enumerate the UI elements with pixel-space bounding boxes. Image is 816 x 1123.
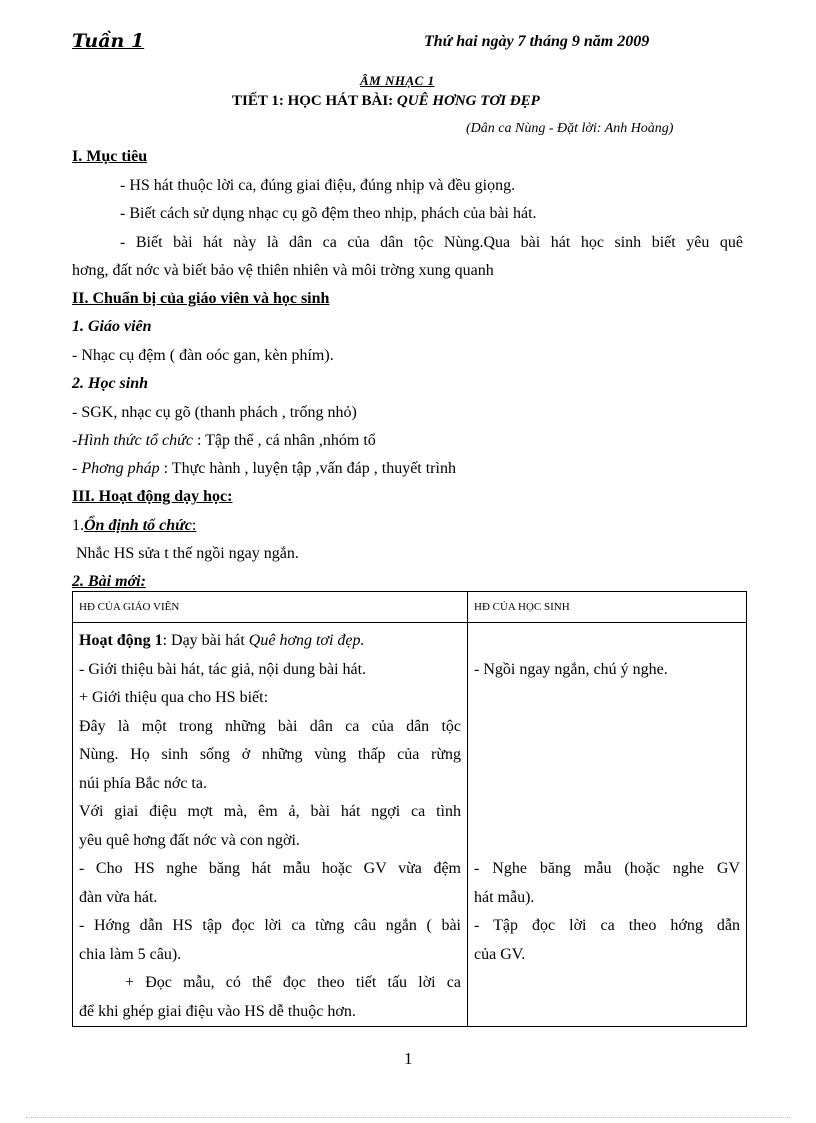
teacher-item: - Nhạc cụ đệm ( đàn oóc gan, kèn phím).	[72, 347, 334, 364]
lesson-date: Thứ hai ngày 7 tháng 9 năm 2009	[424, 33, 650, 50]
lesson-prefix: TIẾT 1: HỌC HÁT BÀI:	[232, 93, 397, 109]
teacher-line: để khi ghép giai điệu vào HS dễ thuộc hơn.	[79, 1002, 356, 1020]
activities-heading: III. Hoạt động dạy học:	[72, 488, 233, 505]
organization-form-value: : Tập thể , cá nhân ,nhóm tổ	[192, 432, 376, 449]
subject-title: ÂM NHẠC 1	[360, 73, 435, 88]
teacher-column-header: HĐ CỦA GIÁO VIÊN	[73, 592, 468, 623]
teacher-line: chia làm 5 câu).	[79, 945, 182, 963]
organization-heading	[72, 517, 196, 535]
teacher-line: - Hớng dẫn HS tập đọc lời ca từng câu ngắn ( bài	[79, 917, 461, 934]
organization-prefix: 1.	[72, 517, 84, 534]
organization-form-label: -Hình thức tổ chức	[72, 432, 193, 449]
page-bottom-divider	[26, 1117, 790, 1118]
teacher-line: + Đọc mẫu, có thể đọc theo tiết tấu lời ca	[125, 974, 461, 991]
page-number: 1	[404, 1049, 413, 1068]
student-line	[474, 713, 740, 742]
teaching-method	[72, 460, 456, 478]
student-line: của GV.	[474, 945, 526, 963]
student-line	[474, 627, 740, 656]
student-heading: 2. Học sinh	[72, 375, 149, 392]
student-line	[474, 798, 740, 827]
teacher-heading: 1. Giáo viên	[72, 318, 152, 335]
objective-item-cont: hơng, đất nớc và biết bảo vệ thiên nhiên và môi trờng xung quanh	[72, 262, 494, 279]
teacher-line: Đây là một trong những bài dân ca của dân tộc	[79, 717, 461, 735]
teacher-line: - Cho HS nghe băng hát mẫu hoặc GV vừa đệm	[79, 860, 461, 877]
teacher-line: yêu quê hơng đất nớc và con ngời.	[79, 831, 300, 849]
objective-item: - Biết cách sử dụng nhạc cụ gõ đệm theo nhịp, phách của bài hát.	[120, 205, 537, 222]
teacher-line: núi phía Bắc nớc ta.	[79, 774, 207, 792]
teacher-line: đàn vừa hát.	[79, 888, 158, 906]
student-item: - SGK, nhạc cụ gõ (thanh phách , trống nhỏ)	[72, 404, 357, 421]
week-label: Tuần 1	[72, 30, 145, 52]
student-line	[474, 684, 740, 713]
activity-label: Hoạt động 1	[79, 632, 163, 649]
prep-heading: II. Chuẩn bị của giáo viên và học sinh	[72, 290, 330, 307]
objectives-heading: I. Mục tiêu	[72, 148, 148, 165]
teacher-line: + Giới thiệu qua cho HS biết:	[79, 689, 269, 706]
student-line: hát mẫu).	[474, 888, 535, 906]
activity-song: Quê hơng tơi đẹp.	[248, 632, 365, 649]
song-title: QUÊ HƠNG TƠI ĐẸP	[396, 93, 540, 109]
organization-colon: :	[191, 517, 197, 534]
teacher-activities-cell	[73, 623, 468, 1027]
teacher-line: Với giai điệu mợt mà, êm ả, bài hát ngợi ca tình	[79, 803, 461, 820]
song-credit: (Dân ca Nùng - Đặt lời: Anh Hoàng)	[466, 121, 674, 136]
organization-item: Nhắc HS sửa t thế ngồi ngay ngắn.	[76, 545, 299, 562]
student-line: - Nghe băng mẫu (hoặc nghe GV	[474, 860, 740, 877]
lesson-title	[232, 93, 540, 110]
objective-item: - Biết bài hát này là dân ca của dân tộc Nùng.Qua bài hát học sinh biết yêu quê	[120, 234, 743, 251]
table-row	[73, 623, 747, 1027]
teacher-line: - Giới thiệu bài hát, tác giả, nội dung bài hát.	[79, 660, 367, 678]
teacher-line: Nùng. Họ sinh sống ở những vùng thấp của rừng	[79, 746, 461, 763]
new-lesson-heading: 2. Bài mới:	[72, 573, 146, 590]
organization-form	[72, 432, 376, 450]
teaching-method-value: : Thực hành , luyện tập ,vấn đáp , thuyết trình	[159, 460, 456, 477]
student-line: - Tập đọc lời ca theo hớng dẫn	[474, 917, 740, 934]
activity-title	[79, 627, 461, 656]
student-line	[474, 741, 740, 770]
organization-title: Ổn định tổ chức	[84, 517, 192, 534]
teaching-method-label: - Phơng pháp	[72, 460, 160, 477]
student-activities-cell	[468, 623, 747, 1027]
student-line: - Ngồi ngay ngắn, chú ý nghe.	[474, 660, 668, 678]
activity-table	[72, 591, 747, 1027]
student-line	[474, 827, 740, 856]
activity-rest: : Dạy bài hát	[162, 632, 249, 649]
objective-item: - HS hát thuộc lời ca, đúng giai điệu, đúng nhịp và đều giọng.	[120, 177, 516, 194]
student-line	[474, 770, 740, 799]
table-header-row	[73, 592, 747, 623]
student-column-header: HĐ CỦA HỌC SINH	[468, 592, 747, 623]
